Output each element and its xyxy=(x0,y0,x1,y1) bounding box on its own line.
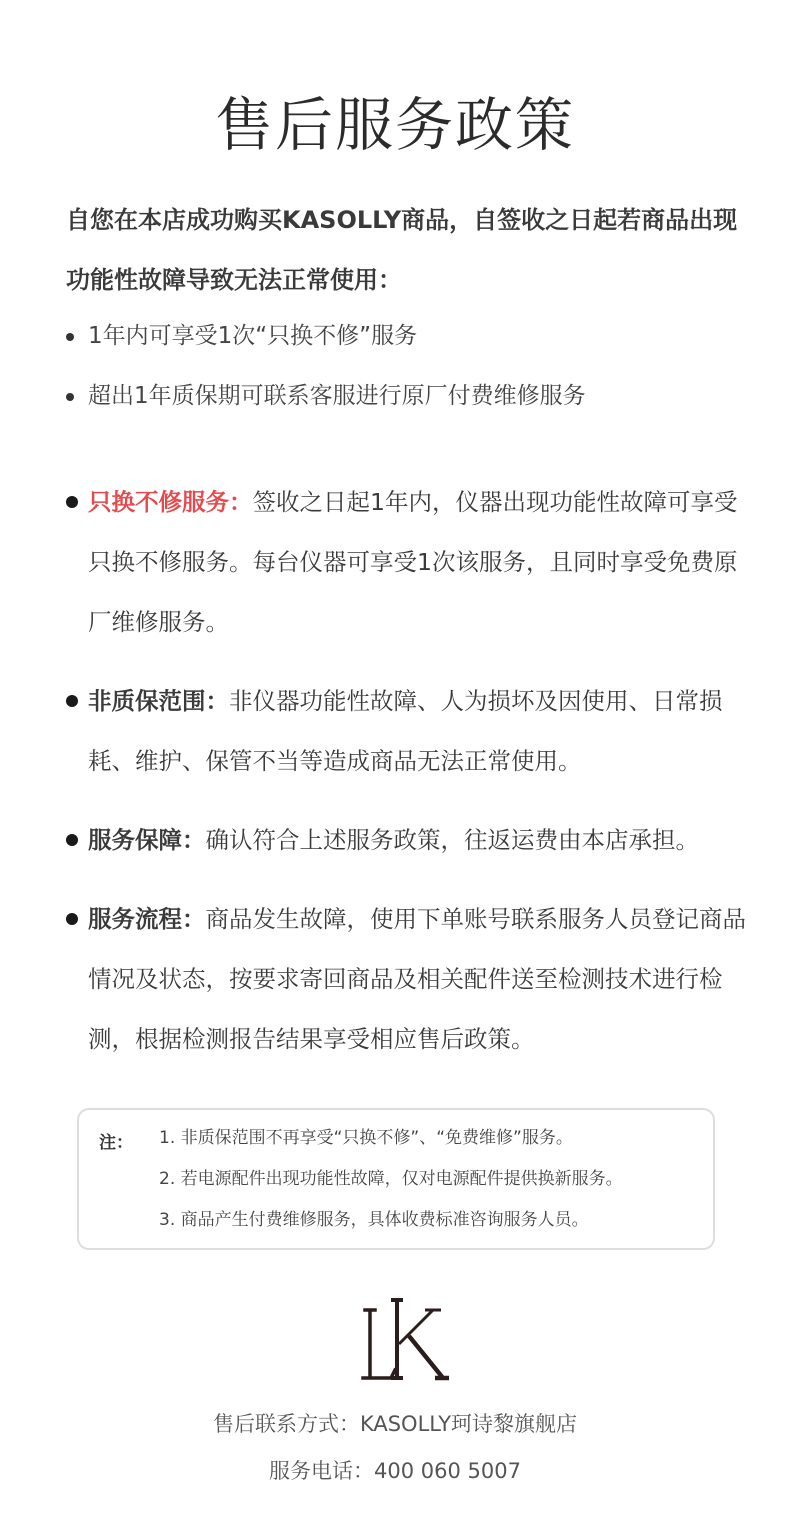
section-heading: 服务流程： xyxy=(88,905,206,933)
bullet-icon xyxy=(66,913,78,925)
note-item: 3. 商品产生付费维修服务，具体收费标准咨询服务人员。 xyxy=(159,1210,589,1230)
list-item-text: 超出1年质保期可联系客服进行原厂付费维修服务 xyxy=(88,383,586,409)
bullet-icon xyxy=(66,695,78,707)
bullet-icon xyxy=(66,496,78,508)
section-non-warranty xyxy=(66,671,756,791)
intro-text: 自您在本店成功购买KASOLLY商品，自签收之日起若商品出现功能性故障导致无法正常使用： xyxy=(66,206,738,294)
bullet-icon xyxy=(66,393,74,401)
section-body: 非仪器功能性故障、人为损坏及因使用、日常损耗、维护、保管不当等造成商品无法正常使用。 xyxy=(88,687,723,775)
section-heading: 非质保范围： xyxy=(88,687,229,715)
service-summary-list xyxy=(66,306,746,426)
section-body: 确认符合上述服务政策，往返运费由本店承担。 xyxy=(205,826,699,854)
footer-contact: 售后联系方式：KASOLLY珂诗黎旗舰店 xyxy=(212,1412,578,1436)
policy-sections xyxy=(66,472,756,1088)
page-title: 售后服务政策 xyxy=(214,91,575,159)
brand-logo xyxy=(355,1296,455,1386)
list-item xyxy=(66,306,746,366)
section-body: 商品发生故障，使用下单账号联系服务人员登记商品情况及状态，按要求寄回商品及相关配件送至检测技术进行检测，根据检测报告结果享受相应售后政策。 xyxy=(88,905,746,1053)
note-item: 1. 非质保范围不再享受“只换不修”、“免费维修”服务。 xyxy=(159,1128,573,1148)
section-guarantee xyxy=(66,810,756,870)
note-box xyxy=(77,1108,715,1250)
section-body: 签收之日起1年内，仪器出现功能性故障可享受只换不修服务。每台仪器可享受1次该服务，且同时享受免费原厂维修服务。 xyxy=(88,488,738,636)
section-heading: 服务保障： xyxy=(88,826,206,854)
list-item xyxy=(66,366,746,426)
section-process xyxy=(66,889,756,1069)
section-exchange xyxy=(66,472,756,652)
note-list xyxy=(159,1128,623,1251)
bullet-icon xyxy=(66,333,74,341)
bullet-icon xyxy=(66,834,78,846)
list-item-text: 1年内可享受1次“只换不修”服务 xyxy=(88,323,418,349)
note-label: 注： xyxy=(99,1133,133,1153)
footer-phone: 服务电话：400 060 5007 xyxy=(269,1459,521,1483)
section-heading: 只换不修服务： xyxy=(88,488,253,516)
note-item: 2. 若电源配件出现功能性故障，仅对电源配件提供换新服务。 xyxy=(159,1169,623,1189)
